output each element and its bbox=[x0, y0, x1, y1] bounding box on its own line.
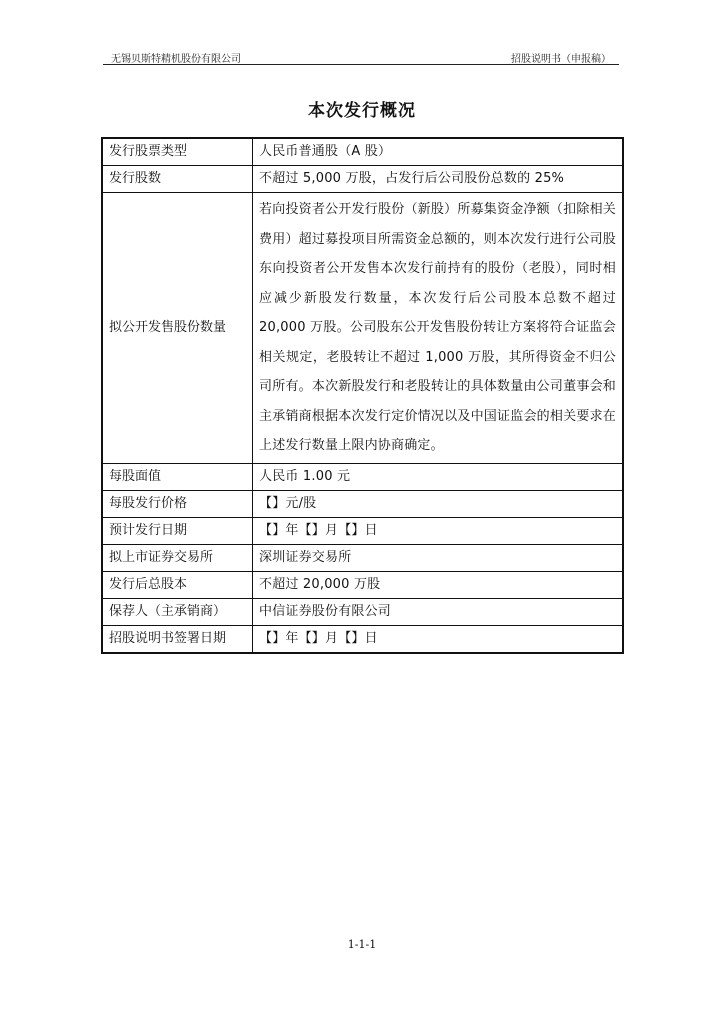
row-value: 不超过 5,000 万股，占发行后公司股份总数的 25% bbox=[253, 166, 624, 193]
row-value: 【】元/股 bbox=[253, 490, 624, 517]
header-document-type: 招股说明书（申报稿） bbox=[511, 54, 611, 65]
row-label: 发行后总股本 bbox=[102, 571, 253, 598]
table-row-issue-price bbox=[102, 490, 623, 517]
row-value: 若向投资者公开发行股份（新股）所募集资金净额（扣除相关费用）超过募投项目所需资金总额的，则本次发行进行公司股东向投资者公开发售本次发行前持有的股份（老股），同时相应减少新股发行数量，本次发行后公司股本总数不超过 20,000 万股。公司股东公开发售股份转让方案将符合证监会相关规定，老股转让不超过 1,000 万股，其所得资金不归公司所有。本次新股发行和老股转让的具体数量由公司董事会和主承销商根据本次发行定价情况以及中国证监会的相关要求在上述发行数量上限内协商确定。 bbox=[253, 193, 624, 464]
row-label: 预计发行日期 bbox=[102, 517, 253, 544]
row-label: 保荐人（主承销商） bbox=[102, 598, 253, 625]
table-row-stock-exchange bbox=[102, 544, 623, 571]
row-label: 招股说明书签署日期 bbox=[102, 625, 253, 653]
row-label: 每股面值 bbox=[102, 463, 253, 490]
table-row-public-offering-quantity bbox=[102, 193, 623, 464]
row-value: 人民币 1.00 元 bbox=[253, 463, 624, 490]
offering-summary-table bbox=[101, 137, 624, 654]
row-label: 拟上市证券交易所 bbox=[102, 544, 253, 571]
header-company-name: 无锡贝斯特精机股份有限公司 bbox=[111, 54, 241, 65]
table-row-total-shares bbox=[102, 571, 623, 598]
row-value: 不超过 20,000 万股 bbox=[253, 571, 624, 598]
row-value: 中信证券股份有限公司 bbox=[253, 598, 624, 625]
table-row-signing-date bbox=[102, 625, 623, 653]
table-row-stock-type bbox=[102, 138, 623, 166]
row-label: 拟公开发售股份数量 bbox=[102, 193, 253, 464]
header-divider bbox=[103, 64, 619, 65]
table-row-issue-date bbox=[102, 517, 623, 544]
page-title: 本次发行概况 bbox=[308, 101, 416, 121]
row-label: 每股发行价格 bbox=[102, 490, 253, 517]
table-row-share-count bbox=[102, 166, 623, 193]
row-value: 【】年【】月【】日 bbox=[253, 517, 624, 544]
table-row-sponsor bbox=[102, 598, 623, 625]
row-value: 人民币普通股（A 股） bbox=[253, 138, 624, 166]
table-row-par-value bbox=[102, 463, 623, 490]
row-value: 【】年【】月【】日 bbox=[253, 625, 624, 653]
row-label: 发行股票类型 bbox=[102, 138, 253, 166]
row-label: 发行股数 bbox=[102, 166, 253, 193]
row-value: 深圳证券交易所 bbox=[253, 544, 624, 571]
page-number: 1-1-1 bbox=[347, 938, 377, 951]
